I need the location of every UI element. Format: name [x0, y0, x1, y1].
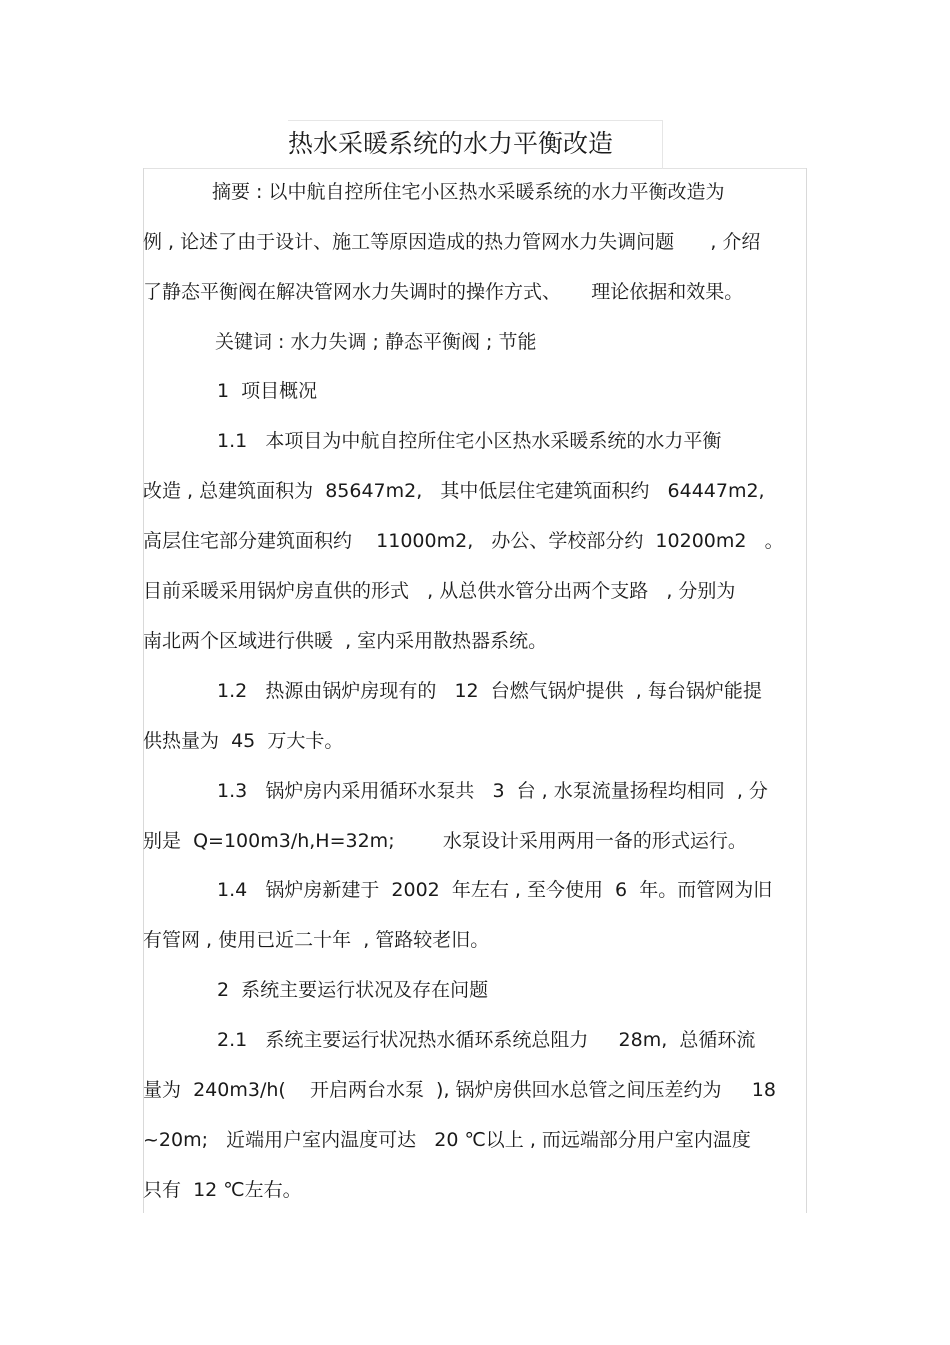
- paragraph-2-1-line-4: 只有 12 ℃左右。: [143, 1179, 302, 1201]
- document-title: 热水采暖系统的水力平衡改造: [288, 129, 614, 158]
- paragraph-1-2-line-2: 供热量为 45 万大卡。: [143, 730, 344, 752]
- paragraph-1-1-line-3: 高层住宅部分建筑面积约 11000m2, 办公、学校部分约 10200m2 。: [143, 530, 784, 552]
- section-1-heading: 1 项目概况: [217, 380, 318, 402]
- paragraph-1-4-line-1: 1.4 锅炉房新建于 2002 年左右 , 至今使用 6 年。而管网为旧: [217, 879, 773, 901]
- abstract-line-3: 了静态平衡阀在解决管网水力失调时的操作方式、 理论依据和效果。: [143, 281, 744, 303]
- abstract-line-1: 摘要 : 以中航自控所住宅小区热水采暖系统的水力平衡改造为: [212, 181, 725, 203]
- paragraph-1-3-line-2: 别是 Q=100m3/h,H=32m; 水泵设计采用两用一备的形式运行。: [143, 830, 747, 852]
- paragraph-1-1-line-1: 1.1 本项目为中航自控所住宅小区热水采暖系统的水力平衡: [217, 430, 722, 452]
- paragraph-1-2-line-1: 1.2 热源由锅炉房现有的 12 台燃气锅炉提供 , 每台锅炉能提: [217, 680, 762, 702]
- paragraph-1-4-line-2: 有管网 , 使用已近二十年 , 管路较老旧。: [143, 929, 490, 951]
- keywords-line: 关键词 : 水力失调 ; 静态平衡阀 ; 节能: [215, 331, 537, 353]
- section-2-heading: 2 系统主要运行状况及存在问题: [217, 979, 489, 1001]
- abstract-line-2: 例 , 论述了由于设计、施工等原因造成的热力管网水力失调问题 , 介绍: [143, 231, 761, 253]
- paragraph-2-1-line-3: ~20m; 近端用户室内温度可达 20 ℃以上 , 而远端部分用户室内温度: [143, 1129, 751, 1151]
- paragraph-2-1-line-1: 2.1 系统主要运行状况热水循环系统总阻力 28m, 总循环流: [217, 1029, 756, 1051]
- paragraph-1-1-line-5: 南北两个区域进行供暖 , 室内采用散热器系统。: [143, 630, 548, 652]
- paragraph-2-1-line-2: 量为 240m3/h( 开启两台水泵 ), 锅炉房供回水总管之间压差约为 18: [143, 1079, 776, 1101]
- paragraph-1-1-line-2: 改造 , 总建筑面积为 85647m2, 其中低层住宅建筑面积约 64447m2,: [143, 480, 765, 502]
- paragraph-1-1-line-4: 目前采暖采用锅炉房直供的形式 , 从总供水管分出两个支路 , 分别为: [143, 580, 736, 602]
- paragraph-1-3-line-1: 1.3 锅炉房内采用循环水泵共 3 台 , 水泵流量扬程均相同 , 分: [217, 780, 768, 802]
- frame-left-rule: [143, 168, 144, 1213]
- frame-right-rule: [806, 168, 807, 1213]
